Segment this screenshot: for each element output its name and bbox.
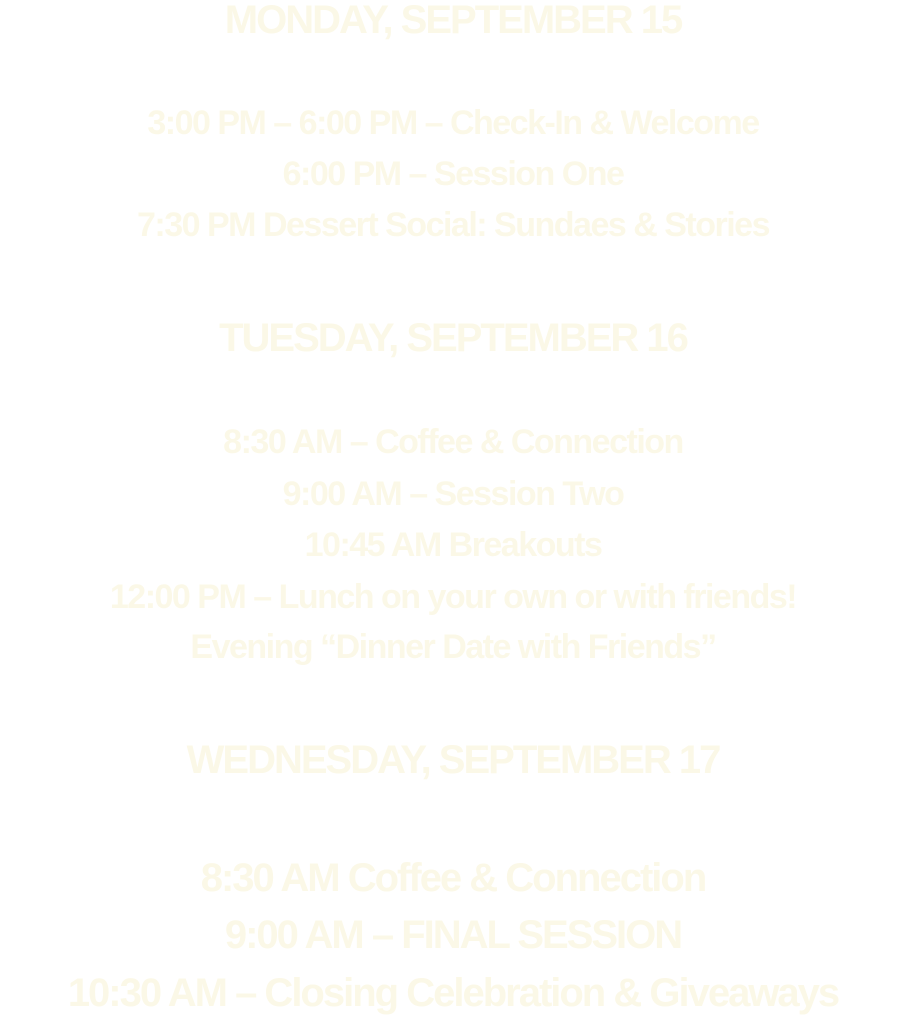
schedule-item: 8:30 AM – Coffee & Connection xyxy=(223,423,683,461)
schedule-item: 9:00 AM – FINAL SESSION xyxy=(224,913,682,957)
schedule-item: 12:00 PM – Lunch on your own or with friends! xyxy=(109,578,797,616)
schedule-item: 6:00 PM – Session One xyxy=(282,155,624,193)
schedule-item: 8:30 AM Coffee & Connection xyxy=(200,856,706,900)
schedule-item: 9:00 AM – Session Two xyxy=(282,475,624,513)
schedule-item: 10:30 AM – Closing Celebration & Giveaways xyxy=(67,971,839,1015)
schedule-item: 7:30 PM Dessert Social: Sundaes & Stories xyxy=(137,206,769,244)
day-heading-tuesday: TUESDAY, SEPTEMBER 16 xyxy=(219,316,687,360)
day-heading-wednesday: WEDNESDAY, SEPTEMBER 17 xyxy=(186,738,720,782)
schedule-item: Evening “Dinner Date with Friends” xyxy=(190,628,716,666)
schedule-item: 10:45 AM Breakouts xyxy=(304,526,602,564)
schedule-item: 3:00 PM – 6:00 PM – Check-In & Welcome xyxy=(147,104,759,142)
day-heading-monday: MONDAY, SEPTEMBER 15 xyxy=(224,0,682,42)
